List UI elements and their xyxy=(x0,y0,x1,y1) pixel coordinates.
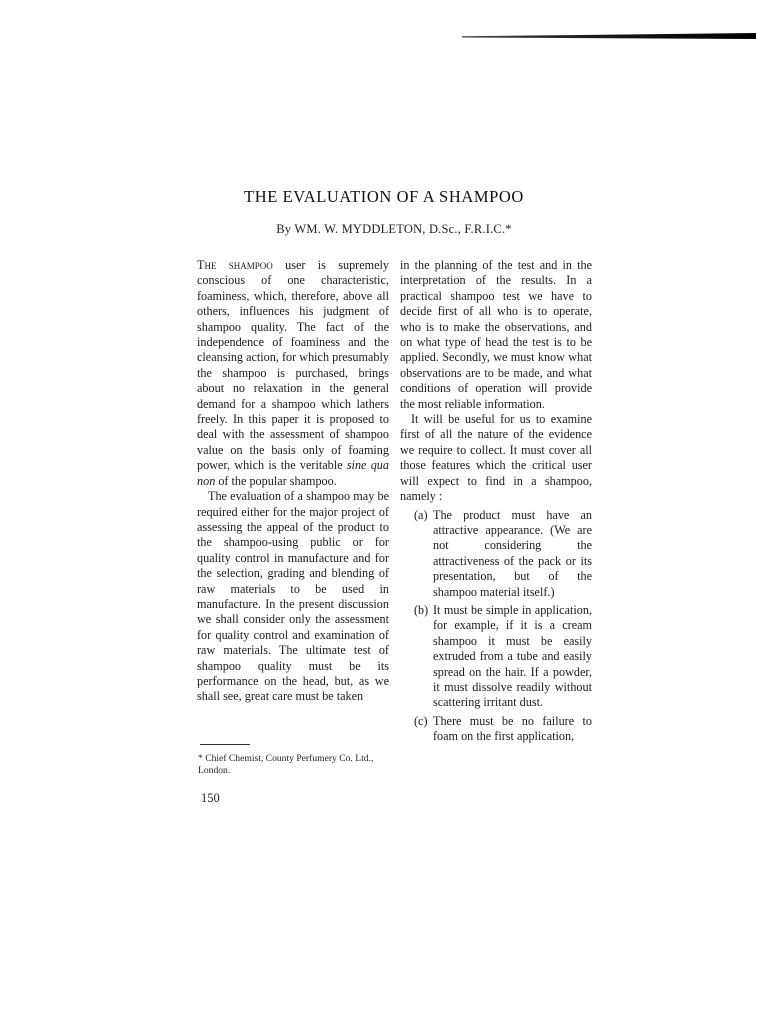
left-paragraph-2: The evaluation of a shampoo may be required either for the major project of assessing the appeal of the product to the shampoo-using public or for quality control in manufacture and for the selection, grading and blending of raw materials to be used in manufacture. In the present discussion we shall consider only the assessment for quality control and examination of raw materials. The ultimate test of shampoo quality must be its performance on the head, but, as we shall see, great care must be taken xyxy=(197,489,389,704)
list-item-a xyxy=(400,508,592,600)
list-item-text: It must be simple in application, for example, if it is a cream shampoo it must be easily extruded from a tube and easily spread on the hair. If a powder, it must dissolve readily without scattering irritant dust. xyxy=(433,602,592,710)
page-number: 150 xyxy=(201,791,220,805)
right-paragraph-2: It will be useful for us to examine first of all the nature of the evidence we require to collect. It must cover all those features which the critical user will expect to find in a shampoo, namely : xyxy=(400,412,592,504)
italic-phrase: sine qua non xyxy=(197,458,389,488)
opening-words: The shampoo xyxy=(197,258,273,272)
left-column xyxy=(197,258,389,705)
list-item-b xyxy=(400,603,592,711)
footnote: * Chief Chemist, County Perfumery Co. Ltd., London. xyxy=(198,753,374,776)
header-rule xyxy=(462,33,756,39)
list-item-text: The product must have an attractive appearance. (We are not considering the attractiveness of the pack or its presentation, but of the shampoo material itself.) xyxy=(433,507,592,599)
paragraph-text: user is supremely conscious of one characteristic, foaminess, which, therefore, above all others, influences his judgment of shampoo quality. The fact of the independence of foaminess and the cleansing action, for which presumably the shampoo is purchased, brings about no relaxation in the general demand for a shampoo which lathers freely. In this paper it is proposed to deal with the assessment of shampoo value on the basis only of foaming power, which is the veritable xyxy=(197,258,390,473)
footnote-rule xyxy=(200,744,250,745)
right-paragraph-1: in the planning of the test and in the interpretation of the results. In a practical shampoo test we have to decide first of all who is to operate, who is to make the observations, and on what type of head the test is to be applied. Secondly, we must know what observations are to be made, and what conditions of operation will provide the most reliable information. xyxy=(400,258,592,411)
list-marker: (b) xyxy=(414,602,429,617)
paragraph-text-end: of the popular shampoo. xyxy=(215,473,337,488)
right-column xyxy=(400,258,592,745)
list-marker: (a) xyxy=(414,507,428,522)
list-item-text: There must be no failure to foam on the first application, xyxy=(433,713,592,744)
list-marker: (c) xyxy=(414,713,428,728)
left-paragraph-1 xyxy=(197,258,389,489)
article-title: THE EVALUATION OF A SHAMPOO xyxy=(244,187,524,206)
list-item-c xyxy=(400,714,592,745)
article-byline: By WM. W. MYDDLETON, D.Sc., F.R.I.C.* xyxy=(276,222,512,236)
